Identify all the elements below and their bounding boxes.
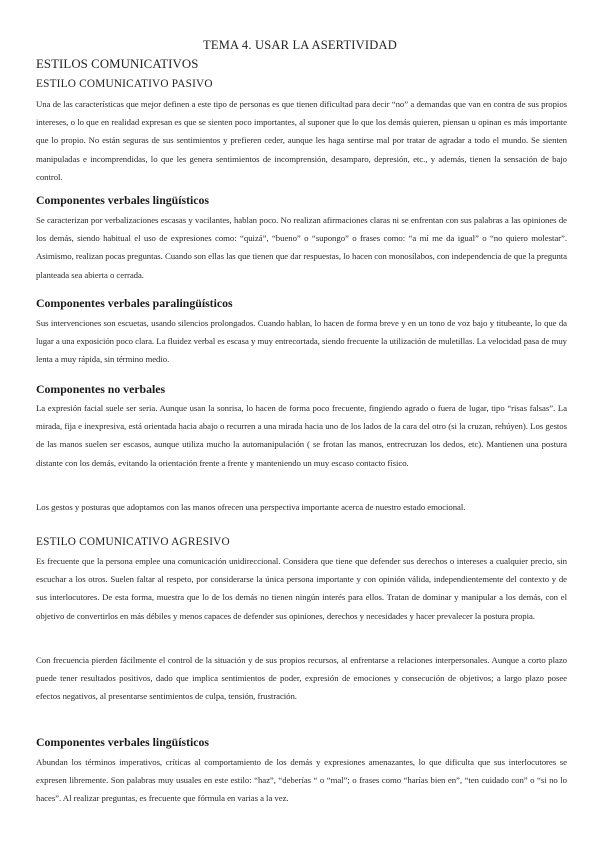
heading-pasivo-no-verbales: Componentes no verbales: [36, 382, 166, 396]
heading-pasivo-verbales: Componentes verbales lingüísticos: [36, 193, 210, 207]
paragraph-agresivo-control: Con frecuencia pierden fácilmente el control de la situación y de sus propios recursos, al enfrentarse a relaciones interpersonales. Aunque a corto plazo puede tener resultados positivos, dado que implica sentimientos de poder, expresión de emociones y consecución de objetivos; a largo plazo posee efectos negativos, al presentarse sentimientos de culpa, tensión, frustración.: [36, 655, 567, 702]
paragraph-pasivo-no-verbales: La expresión facial suele ser seria. Aunque usan la sonrisa, lo hacen de forma poco frecuente, fingiendo agrado o fuera de lugar, tipo “risas falsas”. La mirada, fija e inexpresiva, está orientada hacia abajo o recurren a una mirada hacia uno de los lados de la cara del otro (si la cruzan, rehúyen). Los gestos de las manos suelen ser escasos, aunque utiliza mucho la automanipulación ( se frotan las manos, entrecruzan los dedos, etc). Mantienen una postura distante con los demás, evitando la orientación frente a frente y manteniendo un muy escaso contacto físico.: [36, 403, 567, 468]
paragraph-agresivo-verbales: Abundan los términos imperativos, críticas al comportamiento de los demás y expresiones amenazantes, lo que dificulta que sus interlocutores se expresen libremente. Son palabras muy usuales en este estilo: “haz”, “deberías “ o “mal”; o frases como “harías bien en”, “ten cuidado con” o “si no lo haces”. Al realizar preguntas, es frecuente que fórmula en varias a la vez.: [36, 757, 567, 804]
paragraph-pasivo-verbales: Se caracterizan por verbalizaciones escasas y vacilantes, hablan poco. No realizan afirmaciones claras ni se enfrentan con sus palabras a las opiniones de los demás, siendo habitual el uso de expresiones como: “quizá”, “bueno” o “supongo” o frases como: “a mí me da igual” o “no quiero molestar”. Asimismo, realizan pocas preguntas. Cuando son ellas las que tienen que dar respuestas, lo hacen con monosílabos, con independencia de que la pregunta planteada sea abierta o cerrada.: [36, 215, 567, 280]
paragraph-pasivo-paralinguisticos: Sus intervenciones son escuetas, usando silencios prolongados. Cuando hablan, lo hacen de forma breve y en un tono de voz bajo y titubeante, lo que da lugar a una exposición poco clara. La fluidez verbal es escasa y muy entrecortada, siendo frecuente la utilización de muletillas. La velocidad pasa de muy lenta a muy rápida, sin término medio.: [36, 318, 567, 365]
heading-pasivo-paralinguisticos: Componentes verbales paralingüísticos: [36, 296, 233, 310]
heading-agresivo-verbales: Componentes verbales lingüísticos: [36, 735, 210, 749]
paragraph-agresivo-intro: Es frecuente que la persona emplee una comunicación unidireccional. Considera que tiene que defender sus derechos o intereses a cualquier precio, sin escuchar a los otros. Suelen faltar al respeto, por considerarse la única persona importante y con opinión válida, independientemente del contexto y de sus interlocutores. De esta forma, muestra que lo de los demás no tienen ningún interés para ellos. Tratan de dominar y manipular a los demás, con el objetivo de convertirlos en más débiles y menos capaces de defender sus opiniones, derechos y necesidades y hacer prevalecer la postura propia.: [36, 556, 567, 621]
page-title: TEMA 4. USAR LA ASERTIVIDAD: [203, 38, 397, 52]
paragraph-pasivo-intro: Una de las características que mejor definen a este tipo de personas es que tienen dificultad para decir “no” a demandas que van en contra de sus propios intereses, o lo que en realidad expresan es que se sienten poco importantes, al suponer que lo que los demás quieren, piensan u opinan es más importante que lo propio. No están seguras de sus sentimientos y prefieren ceder, aunque les haga sentirse mal por tratar de agradar a todo el mundo. Se sienten manipuladas e incomprendidas, lo que les genera sentimientos de incomprensión, desamparo, depresión, etc., y además, tienen la sensación de bajo control.: [36, 99, 567, 182]
paragraph-gestos-posturas: Los gestos y posturas que adoptamos con las manos ofrecen una perspectiva importante acerca de nuestro estado emocional.: [36, 502, 466, 512]
section-heading-estilos: ESTILOS COMUNICATIVOS: [36, 57, 199, 71]
heading-estilo-agresivo: ESTILO COMUNICATIVO AGRESIVO: [36, 536, 230, 548]
heading-estilo-pasivo: ESTILO COMUNICATIVO PASIVO: [36, 78, 213, 90]
